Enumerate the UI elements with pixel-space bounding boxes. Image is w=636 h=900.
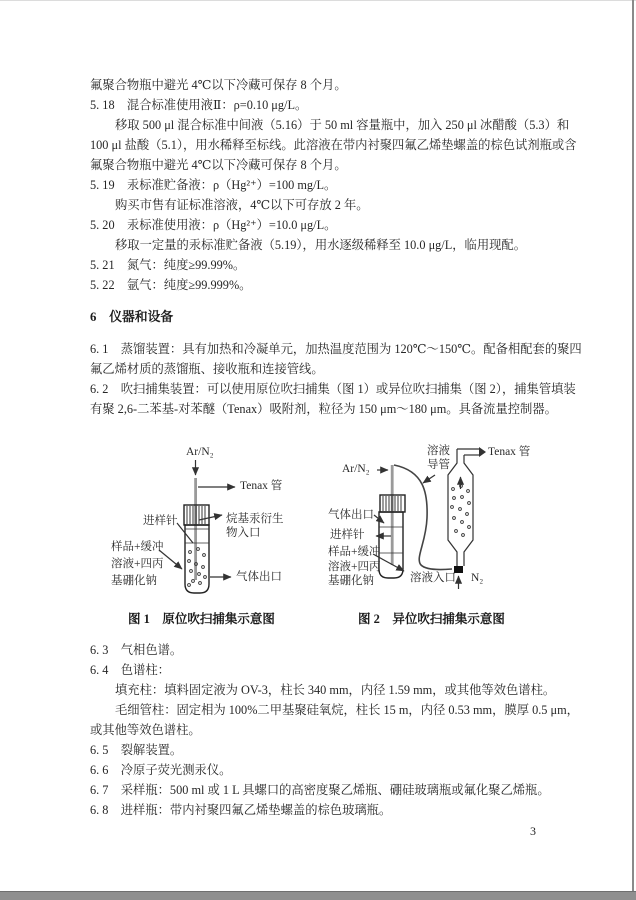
- text-line: [90, 295, 560, 307]
- text-line: 6 仪器和设备: [90, 310, 174, 324]
- fig2-tenax-arrowhead: [479, 447, 486, 457]
- page-top-edge: [0, 0, 636, 1]
- text-line: 填充柱：填料固定液为 OV-3，柱长 340 mm，内径 1.59 mm，或其他等效色谱柱。: [115, 683, 556, 697]
- fig2-tenax-tube-label: Tenax 管: [488, 446, 531, 458]
- text-line: 6. 5 裂解装置。: [90, 743, 183, 757]
- fig1-inlet-label-line1: 烷基汞衍生: [226, 513, 284, 525]
- fig2-gas-feed-label: Ar/N₂: [342, 463, 370, 475]
- fig2-column-bubbles: [451, 485, 471, 537]
- fig2-sample-label-line2: 溶液+四丙: [328, 561, 381, 573]
- text-block-upper: [90, 75, 582, 419]
- text-line: 有聚 2,6-二苯基-对苯醚（Tenax）吸附剂，粒径为 150 μm～180 μm。具备流量控制器。: [90, 402, 557, 416]
- text-line: 5. 22 氩气：纯度≥99.999%。: [90, 278, 252, 292]
- fig2-needle-label: 进样针: [330, 529, 365, 541]
- text-line: 氟乙烯材质的蒸馏瓶、接收瓶和连接管线。: [90, 362, 324, 376]
- fig2-caption: 图 2 异位吹扫捕集示意图: [358, 612, 505, 626]
- fig1-cap-hatch: [187, 506, 205, 524]
- text-line: 或其他等效色谱柱。: [90, 723, 201, 737]
- document-body: [90, 75, 582, 839]
- text-line: 购买市售有证标准溶液，4℃以下可存放 2 年。: [115, 198, 369, 212]
- fig2-gas-outlet-label: 气体出口: [328, 509, 374, 521]
- fig1-tenax-tube-label: Tenax 管: [240, 480, 283, 492]
- text-block-lower: [90, 640, 579, 820]
- text-line: 5. 18 混合标准使用液Ⅱ：ρ=0.10 μg/L。: [90, 98, 308, 112]
- fig1-gas-feed-label: Ar/N₂: [186, 446, 214, 458]
- fig1-caption: 图 1 原位吹扫捕集示意图: [128, 612, 275, 626]
- text-line: 5. 20 汞标准使用液：ρ（Hg²⁺）=10.0 μg/L。: [90, 218, 337, 232]
- text-line: 移取 500 μl 混合标准中间液（5.16）于 50 ml 容量瓶中，加入 250 μl 冰醋酸（5.3）和: [115, 118, 570, 132]
- figure-area: [90, 419, 560, 640]
- text-line: 6. 6 冷原子荧光测汞仪。: [90, 763, 232, 777]
- scan-bottom-band: [0, 891, 636, 900]
- text-line: 100 μl 盐酸（5.1），用水稀释至标线。此溶液在带内衬聚四氟乙烯垫螺盖的棕色试剂瓶或含: [90, 138, 577, 152]
- text-line: 6. 7 采样瓶：500 ml 或 1 L 具螺口的高密度聚乙烯瓶、硼硅玻璃瓶或氟化聚乙烯瓶。: [90, 783, 550, 797]
- fig1-sample-label-line2: 溶液+四丙: [111, 558, 164, 570]
- text-line: 5. 19 汞标准贮备液：ρ（Hg²⁺）=100 mg/L。: [90, 178, 337, 192]
- fig1-gas-outlet-label: 气体出口: [236, 571, 282, 583]
- fig1-needle-label: 进样针: [143, 515, 178, 527]
- text-line: 氟聚合物瓶中避光 4℃以下冷藏可保存 8 个月。: [90, 158, 347, 172]
- text-line: 6. 8 进样瓶：带内衬聚四氟乙烯垫螺盖的棕色玻璃瓶。: [90, 803, 392, 817]
- text-line: 毛细管柱：固定相为 100%二甲基聚硅氧烷，柱长 15 m，内径 0.53 mm，膜厚 0.5 μm，: [115, 703, 579, 717]
- fig1-sample-label-line1: 样品+缓冲: [111, 541, 164, 553]
- fig2-needle: [391, 465, 394, 565]
- text-line: 6. 2 吹扫捕集装置：可以使用原位吹扫捕集（图 1）或异位吹扫捕集（图 2），捕集管填装: [90, 382, 576, 396]
- fig1-inlet-label-line2: 物入口: [226, 527, 261, 539]
- text-line: [90, 327, 560, 339]
- text-line: 6. 4 色谱柱：: [90, 663, 170, 677]
- fig2-cap-hatch: [383, 496, 401, 511]
- fig2-column-right-wall: [464, 455, 473, 566]
- text-line: 6. 3 气相色谱。: [90, 643, 183, 657]
- fig2-conduit-label-line1: 溶液: [427, 445, 450, 457]
- text-line: 5. 21 氮气：纯度≥99.99%。: [90, 258, 246, 272]
- fig2-conduit-label-line2: 导管: [427, 459, 450, 471]
- text-line: 6. 1 蒸馏装置：具有加热和冷凝单元，加热温度范围为 120℃～150℃。配备相配套的聚四: [90, 342, 582, 356]
- fig2-sample-label-line3: 基硼化钠: [328, 575, 374, 587]
- fig2-conduit-pointer-line: [423, 475, 435, 483]
- fig2-n2-label: N₂: [471, 572, 484, 584]
- text-line: 移取一定量的汞标准贮备液（5.19），用水逐级稀释至 10.0 μg/L，临用现配。: [115, 238, 527, 252]
- text-line: 氟聚合物瓶中避光 4℃以下冷藏可保存 8 个月。: [90, 78, 347, 92]
- page-right-edge-line: [632, 0, 634, 891]
- fig1-sample-label-line3: 基硼化钠: [111, 575, 157, 587]
- page-number: 3: [530, 824, 536, 838]
- fig2-sample-label-line1: 样品+缓冲: [328, 546, 381, 558]
- fig2-solution-inlet-label: 溶液入口: [410, 572, 456, 584]
